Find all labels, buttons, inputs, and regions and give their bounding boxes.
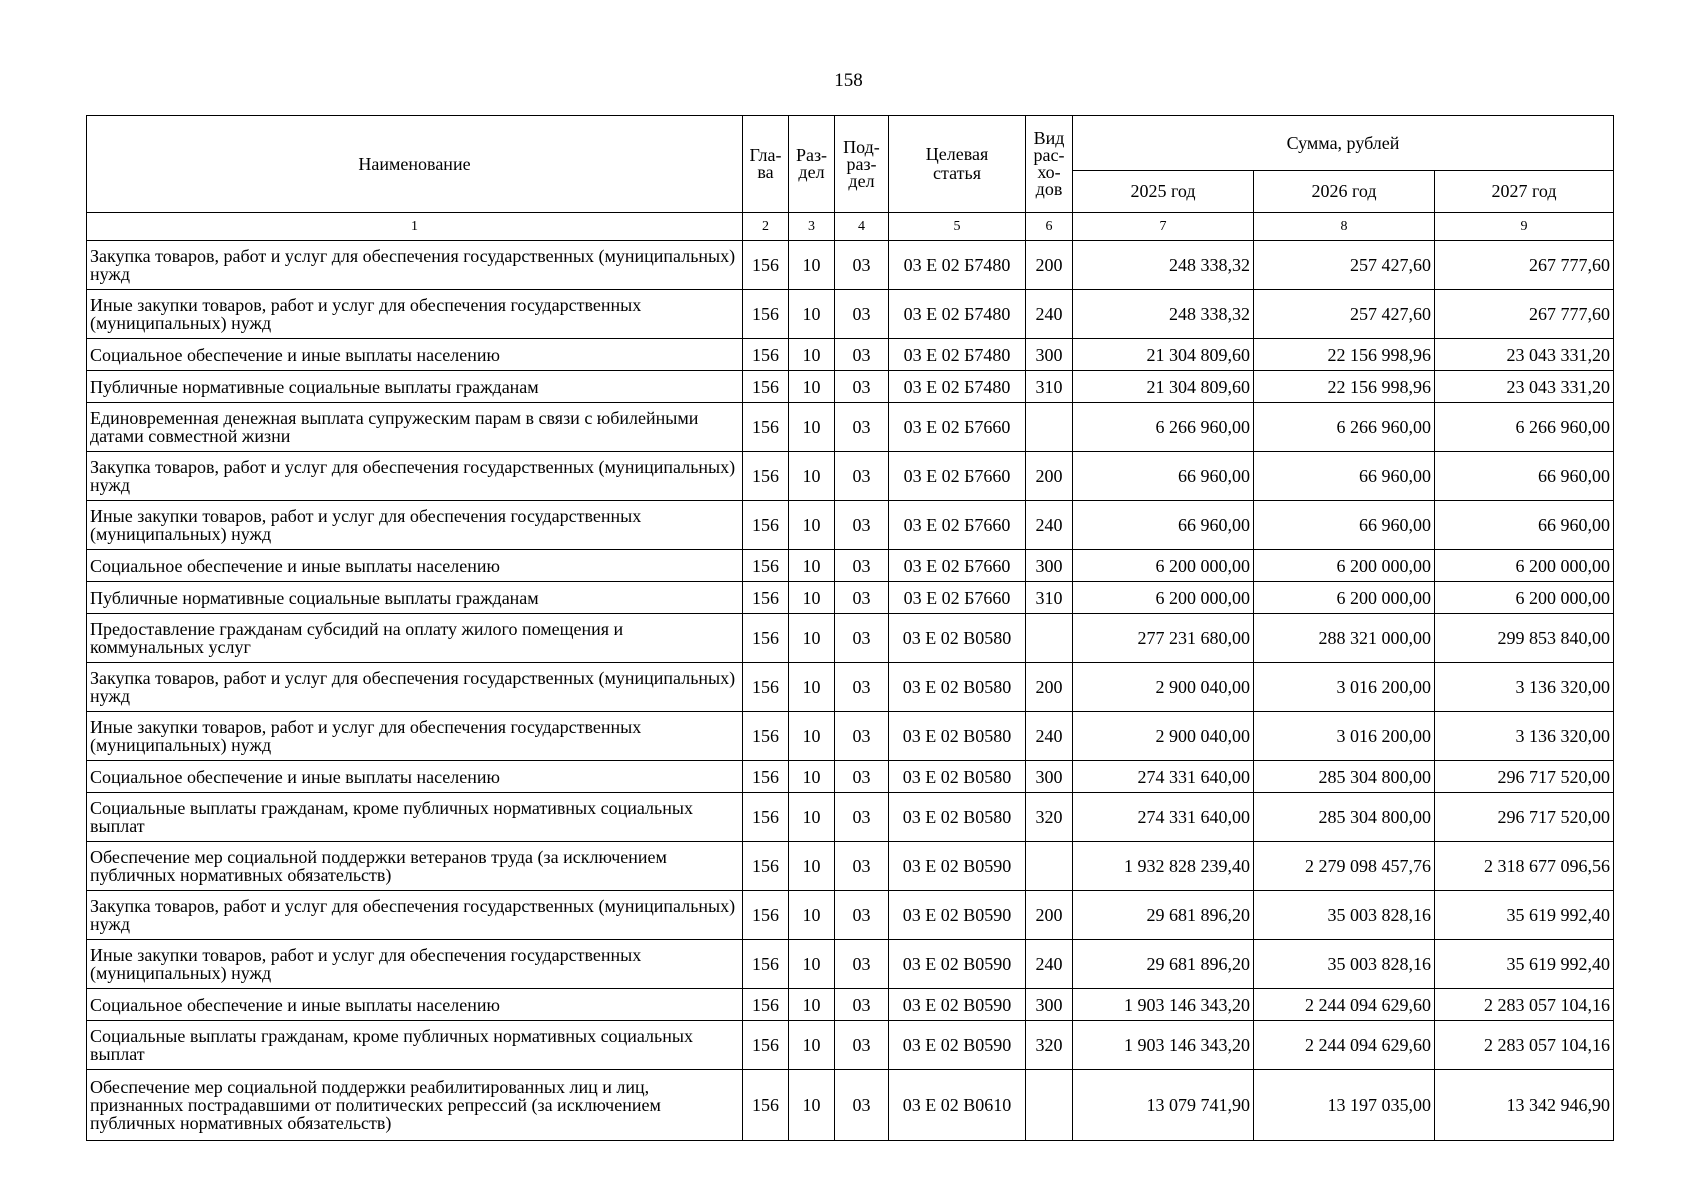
- row-razdel: 10: [789, 550, 835, 582]
- table-row: [87, 614, 1614, 663]
- column-number: 6: [1026, 213, 1073, 241]
- row-name: Публичные нормативные социальные выплаты гражданам: [87, 371, 743, 403]
- row-sum-2026: 22 156 998,96: [1254, 371, 1435, 403]
- row-glava: 156: [743, 1021, 789, 1070]
- row-vid: [1026, 842, 1073, 891]
- row-vid: 300: [1026, 550, 1073, 582]
- row-razdel: 10: [789, 582, 835, 614]
- header-name: Наименование: [87, 116, 743, 213]
- column-number: 3: [789, 213, 835, 241]
- header-razdel-text: Раз- дел: [795, 145, 828, 182]
- row-sum-2027: 267 777,60: [1435, 241, 1614, 290]
- row-tselevaya: 03 Е 02 Б7480: [889, 371, 1026, 403]
- row-name: Социальное обеспечение и иные выплаты населению: [87, 339, 743, 371]
- table-row: [87, 339, 1614, 371]
- row-vid: 200: [1026, 663, 1073, 712]
- row-vid: 300: [1026, 339, 1073, 371]
- row-tselevaya: 03 Е 02 Б7480: [889, 241, 1026, 290]
- row-name: Обеспечение мер социальной поддержки реабилитированных лиц и лиц, признанных пострадавшими от политических репрессий (за исключением публичных нормативных обязательств): [87, 1070, 743, 1141]
- row-glava: 156: [743, 339, 789, 371]
- row-sum-2025: 1 903 146 343,20: [1073, 989, 1254, 1021]
- row-sum-2025: 1 932 828 239,40: [1073, 842, 1254, 891]
- row-glava: 156: [743, 501, 789, 550]
- row-razdel: 10: [789, 501, 835, 550]
- row-razdel: 10: [789, 761, 835, 793]
- row-razdel: 10: [789, 1070, 835, 1141]
- row-glava: 156: [743, 940, 789, 989]
- table-row: [87, 1021, 1614, 1070]
- row-tselevaya: 03 Е 02 В0580: [889, 663, 1026, 712]
- row-sum-2025: 6 200 000,00: [1073, 582, 1254, 614]
- row-sum-2025: 29 681 896,20: [1073, 940, 1254, 989]
- row-tselevaya: 03 Е 02 В0590: [889, 940, 1026, 989]
- row-sum-2026: 2 244 094 629,60: [1254, 989, 1435, 1021]
- row-podrazdel: 03: [835, 1021, 889, 1070]
- row-glava: 156: [743, 614, 789, 663]
- table-row: [87, 1070, 1614, 1141]
- row-name: Социальное обеспечение и иные выплаты населению: [87, 761, 743, 793]
- row-vid: [1026, 1070, 1073, 1141]
- row-sum-2025: 274 331 640,00: [1073, 761, 1254, 793]
- header-vid-text: Вид рас- хо- дов: [1033, 128, 1065, 199]
- row-podrazdel: 03: [835, 550, 889, 582]
- row-sum-2027: 2 318 677 096,56: [1435, 842, 1614, 891]
- row-sum-2025: 66 960,00: [1073, 501, 1254, 550]
- row-sum-2027: 3 136 320,00: [1435, 663, 1614, 712]
- row-sum-2027: 6 200 000,00: [1435, 582, 1614, 614]
- table-row: [87, 371, 1614, 403]
- row-sum-2026: 66 960,00: [1254, 501, 1435, 550]
- row-sum-2027: 2 283 057 104,16: [1435, 989, 1614, 1021]
- row-sum-2026: 257 427,60: [1254, 241, 1435, 290]
- row-sum-2026: 6 200 000,00: [1254, 550, 1435, 582]
- row-name: Закупка товаров, работ и услуг для обеспечения государственных (муниципальных) нужд: [87, 663, 743, 712]
- header-year-2026: 2026 год: [1254, 171, 1435, 213]
- row-sum-2025: 277 231 680,00: [1073, 614, 1254, 663]
- column-number: 2: [743, 213, 789, 241]
- row-tselevaya: 03 Е 02 В0590: [889, 842, 1026, 891]
- header-razdel: [789, 116, 835, 213]
- row-name: Публичные нормативные социальные выплаты гражданам: [87, 582, 743, 614]
- header-tselevaya: [889, 116, 1026, 213]
- table-body: [87, 241, 1614, 1141]
- row-sum-2026: 6 200 000,00: [1254, 582, 1435, 614]
- table-row: [87, 761, 1614, 793]
- row-podrazdel: 03: [835, 582, 889, 614]
- column-number: 5: [889, 213, 1026, 241]
- header-glava: [743, 116, 789, 213]
- row-vid: [1026, 403, 1073, 452]
- row-tselevaya: 03 Е 02 Б7480: [889, 290, 1026, 339]
- row-podrazdel: 03: [835, 614, 889, 663]
- row-glava: 156: [743, 761, 789, 793]
- row-sum-2027: 35 619 992,40: [1435, 940, 1614, 989]
- row-tselevaya: 03 Е 02 В0580: [889, 712, 1026, 761]
- row-sum-2027: 267 777,60: [1435, 290, 1614, 339]
- table-row: [87, 842, 1614, 891]
- row-vid: 240: [1026, 290, 1073, 339]
- row-sum-2026: 3 016 200,00: [1254, 663, 1435, 712]
- row-sum-2026: 66 960,00: [1254, 452, 1435, 501]
- row-tselevaya: 03 Е 02 В0590: [889, 891, 1026, 940]
- row-sum-2027: 3 136 320,00: [1435, 712, 1614, 761]
- row-vid: 310: [1026, 582, 1073, 614]
- row-glava: 156: [743, 403, 789, 452]
- row-glava: 156: [743, 452, 789, 501]
- header-podrazdel: [835, 116, 889, 213]
- row-sum-2026: 22 156 998,96: [1254, 339, 1435, 371]
- row-name: Социальные выплаты гражданам, кроме публичных нормативных социальных выплат: [87, 793, 743, 842]
- row-vid: 200: [1026, 241, 1073, 290]
- row-sum-2027: 13 342 946,90: [1435, 1070, 1614, 1141]
- row-vid: 200: [1026, 452, 1073, 501]
- row-vid: 320: [1026, 793, 1073, 842]
- header-tselevaya-text: Целевая статья: [925, 144, 989, 183]
- row-name: Иные закупки товаров, работ и услуг для обеспечения государственных (муниципальных) нужд: [87, 290, 743, 339]
- row-glava: 156: [743, 550, 789, 582]
- row-vid: [1026, 614, 1073, 663]
- row-razdel: 10: [789, 614, 835, 663]
- row-glava: 156: [743, 842, 789, 891]
- row-sum-2027: 296 717 520,00: [1435, 793, 1614, 842]
- row-glava: 156: [743, 712, 789, 761]
- table-row: [87, 663, 1614, 712]
- row-podrazdel: 03: [835, 1070, 889, 1141]
- row-sum-2026: 285 304 800,00: [1254, 793, 1435, 842]
- row-name: Социальные выплаты гражданам, кроме публичных нормативных социальных выплат: [87, 1021, 743, 1070]
- row-podrazdel: 03: [835, 663, 889, 712]
- budget-table: [86, 115, 1614, 1141]
- row-vid: 300: [1026, 989, 1073, 1021]
- row-podrazdel: 03: [835, 940, 889, 989]
- row-sum-2025: 248 338,32: [1073, 290, 1254, 339]
- row-sum-2026: 285 304 800,00: [1254, 761, 1435, 793]
- row-podrazdel: 03: [835, 761, 889, 793]
- row-sum-2025: 66 960,00: [1073, 452, 1254, 501]
- row-sum-2026: 35 003 828,16: [1254, 891, 1435, 940]
- table-row: [87, 891, 1614, 940]
- row-podrazdel: 03: [835, 842, 889, 891]
- row-sum-2027: 6 200 000,00: [1435, 550, 1614, 582]
- row-sum-2027: 2 283 057 104,16: [1435, 1021, 1614, 1070]
- row-razdel: 10: [789, 1021, 835, 1070]
- header-glava-text: Гла- ва: [749, 145, 782, 182]
- row-razdel: 10: [789, 940, 835, 989]
- row-tselevaya: 03 Е 02 Б7660: [889, 403, 1026, 452]
- row-podrazdel: 03: [835, 241, 889, 290]
- row-sum-2027: 23 043 331,20: [1435, 339, 1614, 371]
- row-name: Социальное обеспечение и иные выплаты населению: [87, 989, 743, 1021]
- row-sum-2025: 2 900 040,00: [1073, 712, 1254, 761]
- row-sum-2026: 2 244 094 629,60: [1254, 1021, 1435, 1070]
- row-podrazdel: 03: [835, 501, 889, 550]
- table-row: [87, 582, 1614, 614]
- row-name: Иные закупки товаров, работ и услуг для обеспечения государственных (муниципальных) нужд: [87, 501, 743, 550]
- row-name: Социальное обеспечение и иные выплаты населению: [87, 550, 743, 582]
- row-tselevaya: 03 Е 02 В0580: [889, 761, 1026, 793]
- row-sum-2025: 13 079 741,90: [1073, 1070, 1254, 1141]
- row-razdel: 10: [789, 403, 835, 452]
- row-sum-2026: 6 266 960,00: [1254, 403, 1435, 452]
- row-vid: 300: [1026, 761, 1073, 793]
- table-row: [87, 403, 1614, 452]
- row-name: Закупка товаров, работ и услуг для обеспечения государственных (муниципальных) нужд: [87, 891, 743, 940]
- row-name: Иные закупки товаров, работ и услуг для обеспечения государственных (муниципальных) нужд: [87, 940, 743, 989]
- row-tselevaya: 03 Е 02 Б7660: [889, 452, 1026, 501]
- row-glava: 156: [743, 663, 789, 712]
- row-vid: 240: [1026, 940, 1073, 989]
- row-name: Закупка товаров, работ и услуг для обеспечения государственных (муниципальных) нужд: [87, 452, 743, 501]
- row-tselevaya: 03 Е 02 В0580: [889, 793, 1026, 842]
- row-glava: 156: [743, 290, 789, 339]
- table-row: [87, 501, 1614, 550]
- header-year-2027: 2027 год: [1435, 171, 1614, 213]
- row-glava: 156: [743, 582, 789, 614]
- row-sum-2026: 257 427,60: [1254, 290, 1435, 339]
- row-tselevaya: 03 Е 02 В0590: [889, 989, 1026, 1021]
- table-row: [87, 940, 1614, 989]
- row-sum-2026: 3 016 200,00: [1254, 712, 1435, 761]
- row-name: Единовременная денежная выплата супружеским парам в связи с юбилейными датами совместной жизни: [87, 403, 743, 452]
- row-podrazdel: 03: [835, 339, 889, 371]
- row-name: Иные закупки товаров, работ и услуг для обеспечения государственных (муниципальных) нужд: [87, 712, 743, 761]
- row-glava: 156: [743, 891, 789, 940]
- row-sum-2025: 29 681 896,20: [1073, 891, 1254, 940]
- header-summa: Сумма, рублей: [1073, 116, 1614, 171]
- row-vid: 240: [1026, 501, 1073, 550]
- row-glava: 156: [743, 371, 789, 403]
- row-razdel: 10: [789, 891, 835, 940]
- row-sum-2026: 13 197 035,00: [1254, 1070, 1435, 1141]
- page-number: 158: [834, 70, 863, 91]
- row-podrazdel: 03: [835, 290, 889, 339]
- row-vid: 310: [1026, 371, 1073, 403]
- column-number: 1: [87, 213, 743, 241]
- row-tselevaya: 03 Е 02 В0580: [889, 614, 1026, 663]
- table-row: [87, 793, 1614, 842]
- column-number: 7: [1073, 213, 1254, 241]
- column-number: 8: [1254, 213, 1435, 241]
- column-number: 4: [835, 213, 889, 241]
- row-razdel: 10: [789, 793, 835, 842]
- row-podrazdel: 03: [835, 891, 889, 940]
- row-sum-2027: 66 960,00: [1435, 452, 1614, 501]
- row-glava: 156: [743, 1070, 789, 1141]
- row-podrazdel: 03: [835, 403, 889, 452]
- row-sum-2027: 296 717 520,00: [1435, 761, 1614, 793]
- row-sum-2025: 21 304 809,60: [1073, 371, 1254, 403]
- row-glava: 156: [743, 989, 789, 1021]
- row-sum-2027: 6 266 960,00: [1435, 403, 1614, 452]
- row-sum-2025: 274 331 640,00: [1073, 793, 1254, 842]
- row-podrazdel: 03: [835, 712, 889, 761]
- row-name: Обеспечение мер социальной поддержки ветеранов труда (за исключением публичных нормативных обязательств): [87, 842, 743, 891]
- table-row: [87, 452, 1614, 501]
- row-sum-2025: 248 338,32: [1073, 241, 1254, 290]
- row-razdel: 10: [789, 241, 835, 290]
- row-podrazdel: 03: [835, 371, 889, 403]
- row-tselevaya: 03 Е 02 Б7660: [889, 582, 1026, 614]
- row-razdel: 10: [789, 842, 835, 891]
- table-row: [87, 712, 1614, 761]
- row-tselevaya: 03 Е 02 В0590: [889, 1021, 1026, 1070]
- row-tselevaya: 03 Е 02 Б7480: [889, 339, 1026, 371]
- column-number: 9: [1435, 213, 1614, 241]
- row-razdel: 10: [789, 712, 835, 761]
- table-row: [87, 290, 1614, 339]
- header-vid: [1026, 116, 1073, 213]
- row-sum-2025: 1 903 146 343,20: [1073, 1021, 1254, 1070]
- row-name: Предоставление гражданам субсидий на оплату жилого помещения и коммунальных услуг: [87, 614, 743, 663]
- row-podrazdel: 03: [835, 793, 889, 842]
- row-razdel: 10: [789, 339, 835, 371]
- row-tselevaya: 03 Е 02 Б7660: [889, 501, 1026, 550]
- row-sum-2025: 21 304 809,60: [1073, 339, 1254, 371]
- row-name: Закупка товаров, работ и услуг для обеспечения государственных (муниципальных) нужд: [87, 241, 743, 290]
- row-sum-2027: 299 853 840,00: [1435, 614, 1614, 663]
- row-sum-2025: 2 900 040,00: [1073, 663, 1254, 712]
- row-razdel: 10: [789, 663, 835, 712]
- table-row: [87, 241, 1614, 290]
- row-tselevaya: 03 Е 02 Б7660: [889, 550, 1026, 582]
- row-razdel: 10: [789, 371, 835, 403]
- row-vid: 240: [1026, 712, 1073, 761]
- row-sum-2026: 35 003 828,16: [1254, 940, 1435, 989]
- row-sum-2025: 6 200 000,00: [1073, 550, 1254, 582]
- row-sum-2026: 288 321 000,00: [1254, 614, 1435, 663]
- row-razdel: 10: [789, 290, 835, 339]
- row-sum-2025: 6 266 960,00: [1073, 403, 1254, 452]
- row-glava: 156: [743, 241, 789, 290]
- table-row: [87, 550, 1614, 582]
- header-podrazdel-text: Под- раз- дел: [843, 136, 880, 191]
- row-sum-2026: 2 279 098 457,76: [1254, 842, 1435, 891]
- header-year-2025: 2025 год: [1073, 171, 1254, 213]
- row-podrazdel: 03: [835, 989, 889, 1021]
- row-razdel: 10: [789, 452, 835, 501]
- row-glava: 156: [743, 793, 789, 842]
- row-sum-2027: 23 043 331,20: [1435, 371, 1614, 403]
- row-tselevaya: 03 Е 02 В0610: [889, 1070, 1026, 1141]
- row-vid: 320: [1026, 1021, 1073, 1070]
- row-razdel: 10: [789, 989, 835, 1021]
- row-podrazdel: 03: [835, 452, 889, 501]
- row-vid: 200: [1026, 891, 1073, 940]
- row-sum-2027: 35 619 992,40: [1435, 891, 1614, 940]
- table-row: [87, 989, 1614, 1021]
- row-sum-2027: 66 960,00: [1435, 501, 1614, 550]
